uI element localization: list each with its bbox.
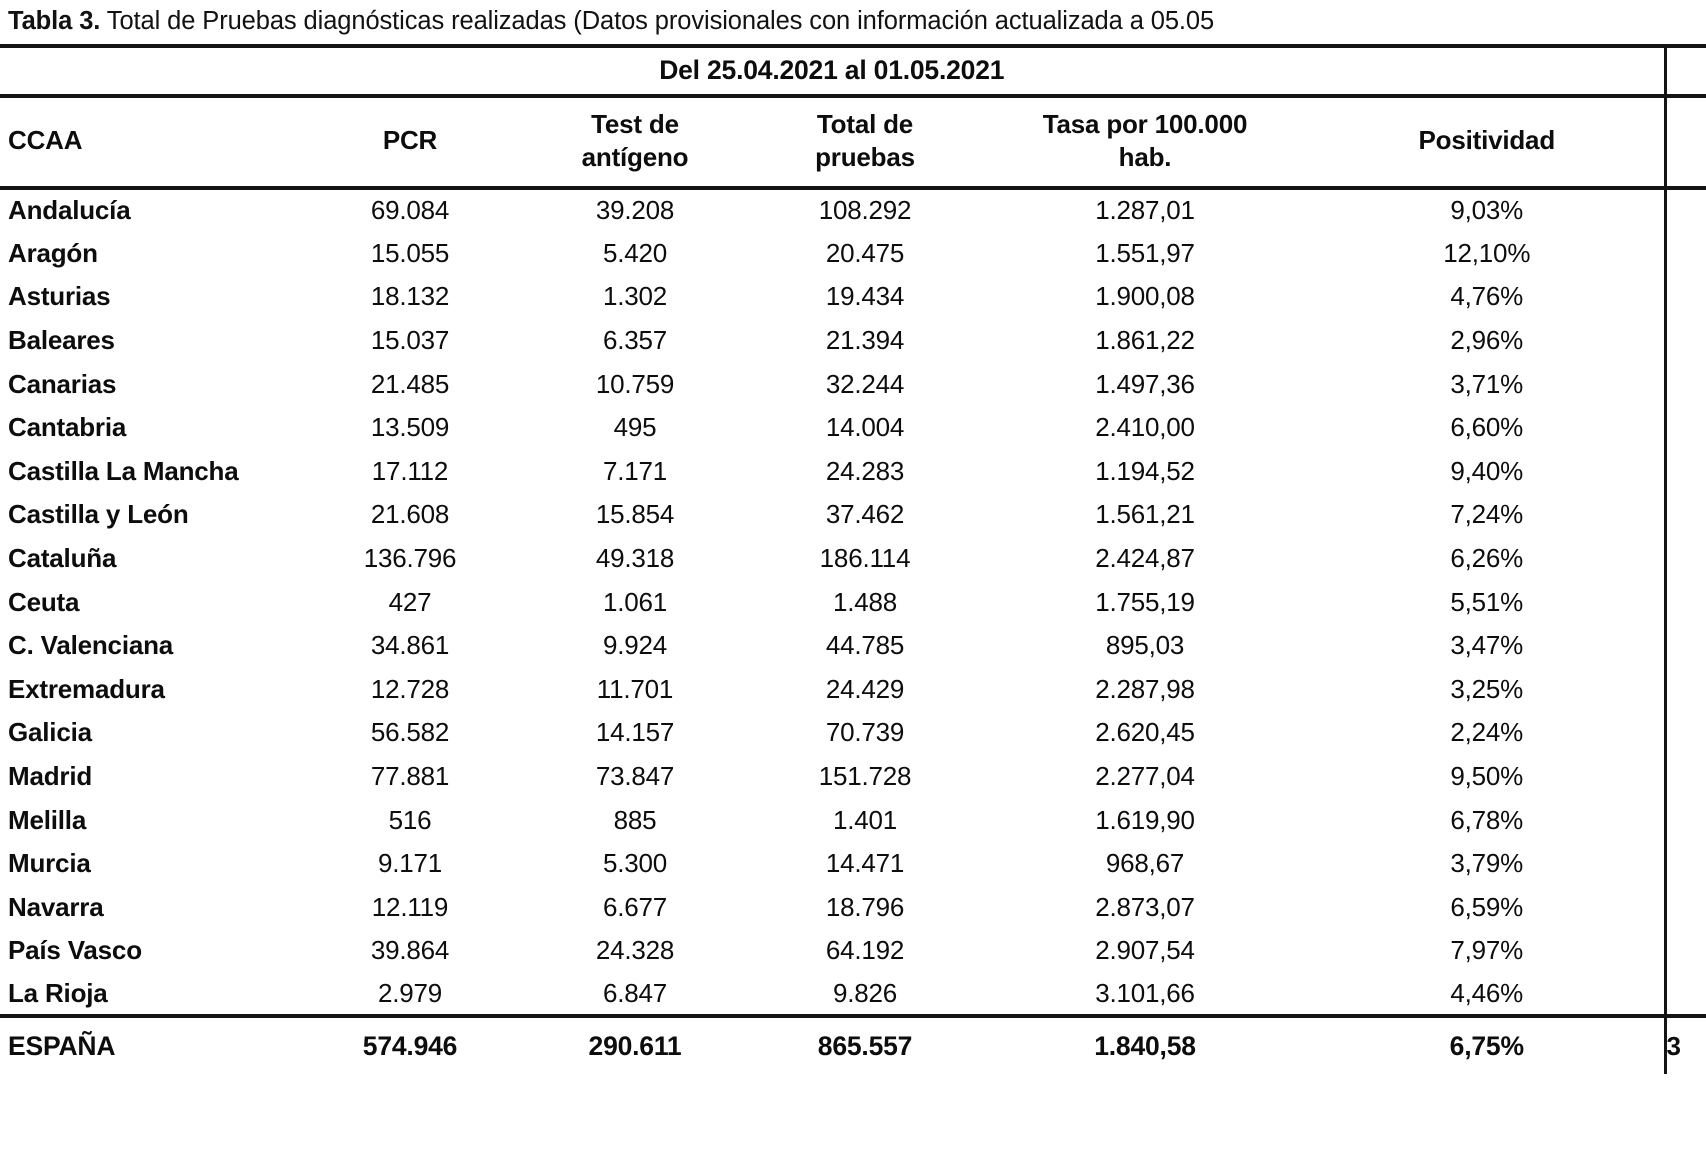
table-body <box>0 46 1706 1074</box>
cell-total: 18.796 <box>825 891 905 922</box>
cell-total: 21.394 <box>825 325 905 356</box>
cell-next-clipped <box>1665 798 1706 842</box>
cell-total: 24.429 <box>825 673 905 704</box>
cell-ccaa: Castilla y León <box>8 499 189 530</box>
clipped-total-digit: 3 <box>1666 1030 1681 1061</box>
cell-ccaa: Castilla La Mancha <box>8 455 239 486</box>
column-header-pos: Positividad <box>1310 96 1665 188</box>
cell-next-clipped <box>1665 842 1706 886</box>
table-row <box>0 406 1706 450</box>
next-period-placeholder <box>1665 46 1706 96</box>
cell-next-clipped <box>1665 668 1706 712</box>
column-header-pcr: PCR <box>300 96 520 188</box>
cell-anti: 7.171 <box>602 455 668 486</box>
cell-pcr: 56.582 <box>370 717 450 748</box>
cell-ccaa: Cataluña <box>8 543 117 574</box>
cell-anti: 39.208 <box>595 195 675 226</box>
cell-pos: 3,79% <box>1450 848 1524 879</box>
caption-text: Total de Pruebas diagnósticas realizadas (Datos provisionales con información actualizada a 05.05 <box>100 7 1215 35</box>
table-scroll-region <box>0 44 1706 1159</box>
cell-total: 64.192 <box>825 935 905 966</box>
cell-tasa: 968,67 <box>1105 848 1185 879</box>
cell-pcr: 12.119 <box>371 891 449 922</box>
cell-anti: 495 <box>613 412 657 443</box>
cell-tasa: 2.424,87 <box>1095 543 1195 574</box>
cell-anti: 5.420 <box>602 237 668 268</box>
table-row <box>0 668 1706 712</box>
table-row <box>0 886 1706 930</box>
table-row <box>0 450 1706 494</box>
table-row <box>0 755 1706 799</box>
cell-pos: 3,47% <box>1450 630 1524 661</box>
cell-next-clipped <box>1665 232 1706 276</box>
date-range-header: Del 25.04.2021 al 01.05.2021 <box>0 46 1665 96</box>
table-row <box>0 842 1706 886</box>
cell-anti: 10.759 <box>595 368 675 399</box>
cell-anti: 9.924 <box>602 630 668 661</box>
column-header-next-clipped <box>1665 96 1706 188</box>
table-row <box>0 929 1706 973</box>
table-row <box>0 319 1706 363</box>
cell-next-clipped <box>1665 275 1706 319</box>
column-header-tasa: Tasa por 100.000 hab. <box>980 96 1310 188</box>
cell-anti: 1.302 <box>602 281 668 312</box>
cell-ccaa: Canarias <box>8 368 117 399</box>
table-row <box>0 537 1706 581</box>
cell-pcr: 77.881 <box>370 761 450 792</box>
cell-anti: 73.847 <box>595 761 675 792</box>
cell-next-clipped <box>1665 886 1706 930</box>
cell-pcr: 15.055 <box>370 237 450 268</box>
cell-ccaa: Murcia <box>8 848 91 879</box>
cell-anti: 6.847 <box>602 977 668 1008</box>
cell-tasa: 1.551,97 <box>1095 237 1195 268</box>
cell-pos: 6,26% <box>1450 543 1524 574</box>
cell-pos: 4,76% <box>1450 281 1524 312</box>
cell-pcr: 69.084 <box>370 195 450 226</box>
cell-pos: 9,03% <box>1450 195 1524 226</box>
cell-pos: 6,78% <box>1450 804 1524 835</box>
cell-pcr: 21.608 <box>370 499 450 530</box>
cell-ccaa: Andalucía <box>8 195 131 226</box>
cell-ccaa: Cantabria <box>8 412 127 443</box>
table-row <box>0 232 1706 276</box>
cell-pcr: 516 <box>388 804 432 835</box>
cell-total: 19.434 <box>825 281 905 312</box>
cell-pos: 5,51% <box>1450 586 1524 617</box>
cell-ccaa: País Vasco <box>8 935 142 966</box>
cell-total: 14.004 <box>825 412 905 443</box>
cell-ccaa: Baleares <box>8 325 115 356</box>
cell-tasa: 2.907,54 <box>1095 935 1195 966</box>
cell-next-clipped <box>1665 319 1706 363</box>
total-cell-tasa: 1.840,58 <box>980 1016 1310 1074</box>
cell-next-clipped <box>1665 711 1706 755</box>
table-row <box>0 275 1706 319</box>
cell-pcr: 21.485 <box>370 368 450 399</box>
cell-pos: 7,97% <box>1450 935 1524 966</box>
cell-total: 24.283 <box>825 455 905 486</box>
cell-pos: 12,10% <box>1443 237 1531 268</box>
diagnostic-tests-table <box>0 44 1706 1074</box>
cell-ccaa: Extremadura <box>8 673 165 704</box>
cell-ccaa: Asturias <box>8 281 111 312</box>
cell-tasa: 1.287,01 <box>1095 195 1195 226</box>
cell-anti: 1.061 <box>602 586 668 617</box>
cell-tasa: 1.497,36 <box>1095 368 1195 399</box>
cell-next-clipped <box>1665 973 1706 1017</box>
cell-next-clipped <box>1665 450 1706 494</box>
cell-next-clipped <box>1665 624 1706 668</box>
total-cell-anti: 290.611 <box>520 1016 750 1074</box>
cell-total: 1.401 <box>832 804 898 835</box>
cell-anti: 6.357 <box>602 325 668 356</box>
cell-tasa: 1.561,21 <box>1095 499 1195 530</box>
cell-pos: 2,96% <box>1450 325 1524 356</box>
cell-ccaa: C. Valenciana <box>8 630 174 661</box>
cell-tasa: 2.410,00 <box>1095 412 1195 443</box>
date-range-row <box>0 46 1706 96</box>
cell-pcr: 18.132 <box>370 281 450 312</box>
cell-pcr: 136.796 <box>363 543 457 574</box>
table-caption <box>8 2 1706 40</box>
cell-anti: 15.854 <box>595 499 675 530</box>
table-row <box>0 711 1706 755</box>
cell-total: 1.488 <box>832 586 898 617</box>
cell-tasa: 2.277,04 <box>1095 761 1195 792</box>
cell-total: 108.292 <box>818 195 912 226</box>
cell-pcr: 39.864 <box>370 935 450 966</box>
cell-tasa: 1.900,08 <box>1095 281 1195 312</box>
cell-next-clipped <box>1665 929 1706 973</box>
cell-tasa: 1.755,19 <box>1095 586 1195 617</box>
cell-ccaa: Ceuta <box>8 586 80 617</box>
table-row <box>0 493 1706 537</box>
cell-pcr: 2.979 <box>377 977 443 1008</box>
cell-pos: 6,59% <box>1450 891 1524 922</box>
total-cell-total: 865.557 <box>750 1016 980 1074</box>
cell-ccaa: Aragón <box>8 237 98 268</box>
cell-tasa: 3.101,66 <box>1095 977 1195 1008</box>
table-row <box>0 973 1706 1017</box>
cell-total: 9.826 <box>832 977 898 1008</box>
cell-ccaa: Navarra <box>8 891 104 922</box>
cell-total: 32.244 <box>825 368 905 399</box>
table-row <box>0 188 1706 232</box>
cell-pcr: 427 <box>388 586 432 617</box>
cell-pcr: 12.728 <box>370 673 450 704</box>
cell-anti: 24.328 <box>595 935 675 966</box>
cell-ccaa: Madrid <box>8 761 93 792</box>
cell-total: 14.471 <box>825 848 905 879</box>
cell-tasa: 2.287,98 <box>1095 673 1195 704</box>
cell-tasa: 1.194,52 <box>1095 455 1195 486</box>
cell-pos: 7,24% <box>1450 499 1524 530</box>
cell-pos: 3,25% <box>1450 673 1524 704</box>
cell-pcr: 13.509 <box>370 412 450 443</box>
table-row <box>0 580 1706 624</box>
column-header-row <box>0 96 1706 188</box>
cell-total: 20.475 <box>825 237 905 268</box>
cell-ccaa: Melilla <box>8 804 87 835</box>
cell-tasa: 1.861,22 <box>1095 325 1195 356</box>
cell-pcr: 17.112 <box>371 455 449 486</box>
cell-total: 70.739 <box>825 717 905 748</box>
total-cell-next-clipped <box>1665 1016 1706 1074</box>
cell-anti: 14.157 <box>595 717 675 748</box>
cell-pcr: 9.171 <box>377 848 443 879</box>
cell-next-clipped <box>1665 188 1706 232</box>
cell-ccaa: La Rioja <box>8 977 108 1008</box>
column-header-ccaa: CCAA <box>0 96 300 188</box>
cell-next-clipped <box>1665 537 1706 581</box>
table-row <box>0 798 1706 842</box>
cell-tasa: 895,03 <box>1105 630 1185 661</box>
cell-anti: 11.701 <box>596 673 674 704</box>
cell-anti: 49.318 <box>595 543 675 574</box>
table-row <box>0 362 1706 406</box>
cell-total: 186.114 <box>819 543 911 574</box>
cell-tasa: 2.873,07 <box>1095 891 1195 922</box>
cell-total: 37.462 <box>825 499 905 530</box>
cell-tasa: 1.619,90 <box>1095 804 1195 835</box>
cell-pcr: 15.037 <box>370 325 450 356</box>
cell-pcr: 34.861 <box>370 630 450 661</box>
cell-anti: 5.300 <box>602 848 668 879</box>
column-header-total: Total de pruebas <box>750 96 980 188</box>
cell-next-clipped <box>1665 493 1706 537</box>
column-header-anti: Test de antígeno <box>520 96 750 188</box>
cell-anti: 885 <box>613 804 657 835</box>
cell-pos: 6,60% <box>1450 412 1524 443</box>
caption-label: Tabla 3. <box>8 7 101 35</box>
total-cell-pcr: 574.946 <box>300 1016 520 1074</box>
total-cell-pos: 6,75% <box>1310 1016 1665 1074</box>
table-row <box>0 624 1706 668</box>
cell-next-clipped <box>1665 362 1706 406</box>
cell-pos: 3,71% <box>1450 368 1524 399</box>
total-row <box>0 1016 1706 1074</box>
total-cell-ccaa: ESPAÑA <box>0 1016 300 1074</box>
cell-pos: 2,24% <box>1450 717 1524 748</box>
cell-anti: 6.677 <box>602 891 668 922</box>
cell-pos: 9,50% <box>1450 761 1524 792</box>
cell-pos: 4,46% <box>1450 977 1524 1008</box>
cell-pos: 9,40% <box>1450 455 1524 486</box>
cell-total: 44.785 <box>825 630 905 661</box>
cell-tasa: 2.620,45 <box>1095 717 1195 748</box>
cell-next-clipped <box>1665 755 1706 799</box>
cell-next-clipped <box>1665 580 1706 624</box>
cell-next-clipped <box>1665 406 1706 450</box>
cell-ccaa: Galicia <box>8 717 92 748</box>
cell-total: 151.728 <box>818 761 912 792</box>
